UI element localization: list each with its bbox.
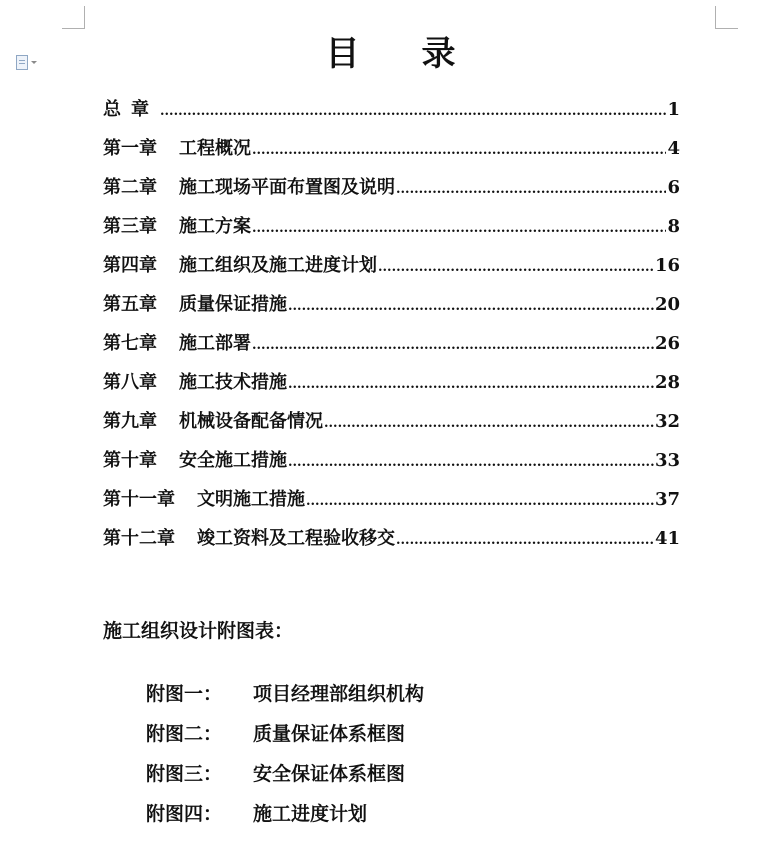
toc-page-number: 26 bbox=[654, 333, 680, 354]
toc-page-number: 1 bbox=[667, 99, 680, 120]
toc-leader-dots bbox=[160, 95, 666, 129]
toc-title: 施工方案 bbox=[179, 216, 251, 237]
appendix-label: 附图一： bbox=[146, 683, 223, 705]
toc-chapter: 第四章 bbox=[103, 255, 157, 276]
toc-entry[interactable] bbox=[103, 327, 680, 366]
toc-page-number: 32 bbox=[654, 411, 680, 432]
toc-leader-dots bbox=[396, 524, 654, 558]
toc-entry[interactable] bbox=[103, 483, 680, 522]
appendix-item bbox=[146, 680, 424, 720]
toc-leader-dots bbox=[252, 212, 666, 246]
toc-chapter: 第五章 bbox=[103, 294, 157, 315]
toc-chapter: 第十二章 bbox=[103, 528, 175, 549]
toc-leader-dots bbox=[252, 329, 654, 363]
toc-entry[interactable] bbox=[103, 405, 680, 444]
toc-chapter: 第三章 bbox=[103, 216, 157, 237]
appendix-title: 项目经理部组织机构 bbox=[253, 683, 425, 705]
appendix-heading: 施工组织设计附图表： bbox=[103, 620, 294, 642]
toc-leader-dots bbox=[252, 134, 666, 168]
toc-page-number: 37 bbox=[654, 489, 680, 510]
toc-page-number: 16 bbox=[654, 255, 680, 276]
toc-leader-dots bbox=[288, 368, 654, 402]
appendix-item bbox=[146, 720, 424, 760]
toc-entry[interactable] bbox=[103, 444, 680, 483]
toc-leader-dots bbox=[396, 173, 666, 207]
page-title bbox=[0, 26, 781, 75]
toc-title: 工程概况 bbox=[179, 138, 251, 159]
title-part-2: 录 bbox=[421, 34, 456, 74]
appendix-label: 附图四： bbox=[146, 803, 223, 825]
toc-chapter: 第二章 bbox=[103, 177, 157, 198]
toc-page-number: 20 bbox=[654, 294, 680, 315]
toc-leader-dots bbox=[288, 446, 654, 480]
toc-chapter: 第一章 bbox=[103, 138, 157, 159]
appendix-title: 质量保证体系框图 bbox=[253, 723, 406, 745]
toc-chapter: 第十章 bbox=[103, 450, 157, 471]
toc-leader-dots bbox=[288, 290, 654, 324]
toc-page-number: 6 bbox=[667, 177, 680, 198]
toc-chapter: 第七章 bbox=[103, 333, 157, 354]
toc-chapter: 第九章 bbox=[103, 411, 157, 432]
toc-title: 文明施工措施 bbox=[197, 489, 305, 510]
toc-title: 安全施工措施 bbox=[179, 450, 287, 471]
appendix-label: 附图三： bbox=[146, 763, 223, 785]
toc-chapter: 第十一章 bbox=[103, 489, 175, 510]
toc-entry[interactable] bbox=[103, 249, 680, 288]
toc-title: 竣工资料及工程验收移交 bbox=[197, 528, 395, 549]
appendix-list bbox=[146, 680, 424, 840]
toc-entry[interactable] bbox=[103, 366, 680, 405]
toc-entry[interactable] bbox=[103, 522, 680, 561]
toc-entry[interactable] bbox=[103, 93, 680, 132]
appendix-item bbox=[146, 760, 424, 800]
appendix-title: 安全保证体系框图 bbox=[253, 763, 406, 785]
toc-leader-dots bbox=[378, 251, 654, 285]
toc-chapter: 总章 bbox=[103, 99, 159, 120]
toc-leader-dots bbox=[306, 485, 654, 519]
toc-title: 质量保证措施 bbox=[179, 294, 287, 315]
appendix-title: 施工进度计划 bbox=[253, 803, 368, 825]
toc-entry[interactable] bbox=[103, 210, 680, 249]
toc-page-number: 28 bbox=[654, 372, 680, 393]
toc-title: 施工组织及施工进度计划 bbox=[179, 255, 377, 276]
toc-page-number: 8 bbox=[667, 216, 680, 237]
toc-entry[interactable] bbox=[103, 288, 680, 327]
toc-page-number: 4 bbox=[667, 138, 680, 159]
toc-leader-dots bbox=[324, 407, 654, 441]
toc-title: 施工部署 bbox=[179, 333, 251, 354]
table-of-contents bbox=[103, 93, 680, 561]
toc-page-number: 41 bbox=[654, 528, 680, 549]
toc-chapter: 第八章 bbox=[103, 372, 157, 393]
toc-entry[interactable] bbox=[103, 132, 680, 171]
toc-entry[interactable] bbox=[103, 171, 680, 210]
toc-title: 施工现场平面布置图及说明 bbox=[179, 177, 395, 198]
toc-page-number: 33 bbox=[654, 450, 680, 471]
appendix-label: 附图二： bbox=[146, 723, 223, 745]
toc-title: 施工技术措施 bbox=[179, 372, 287, 393]
appendix-item bbox=[146, 800, 424, 840]
title-part-1: 目 bbox=[325, 34, 360, 74]
toc-title: 机械设备配备情况 bbox=[179, 411, 323, 432]
